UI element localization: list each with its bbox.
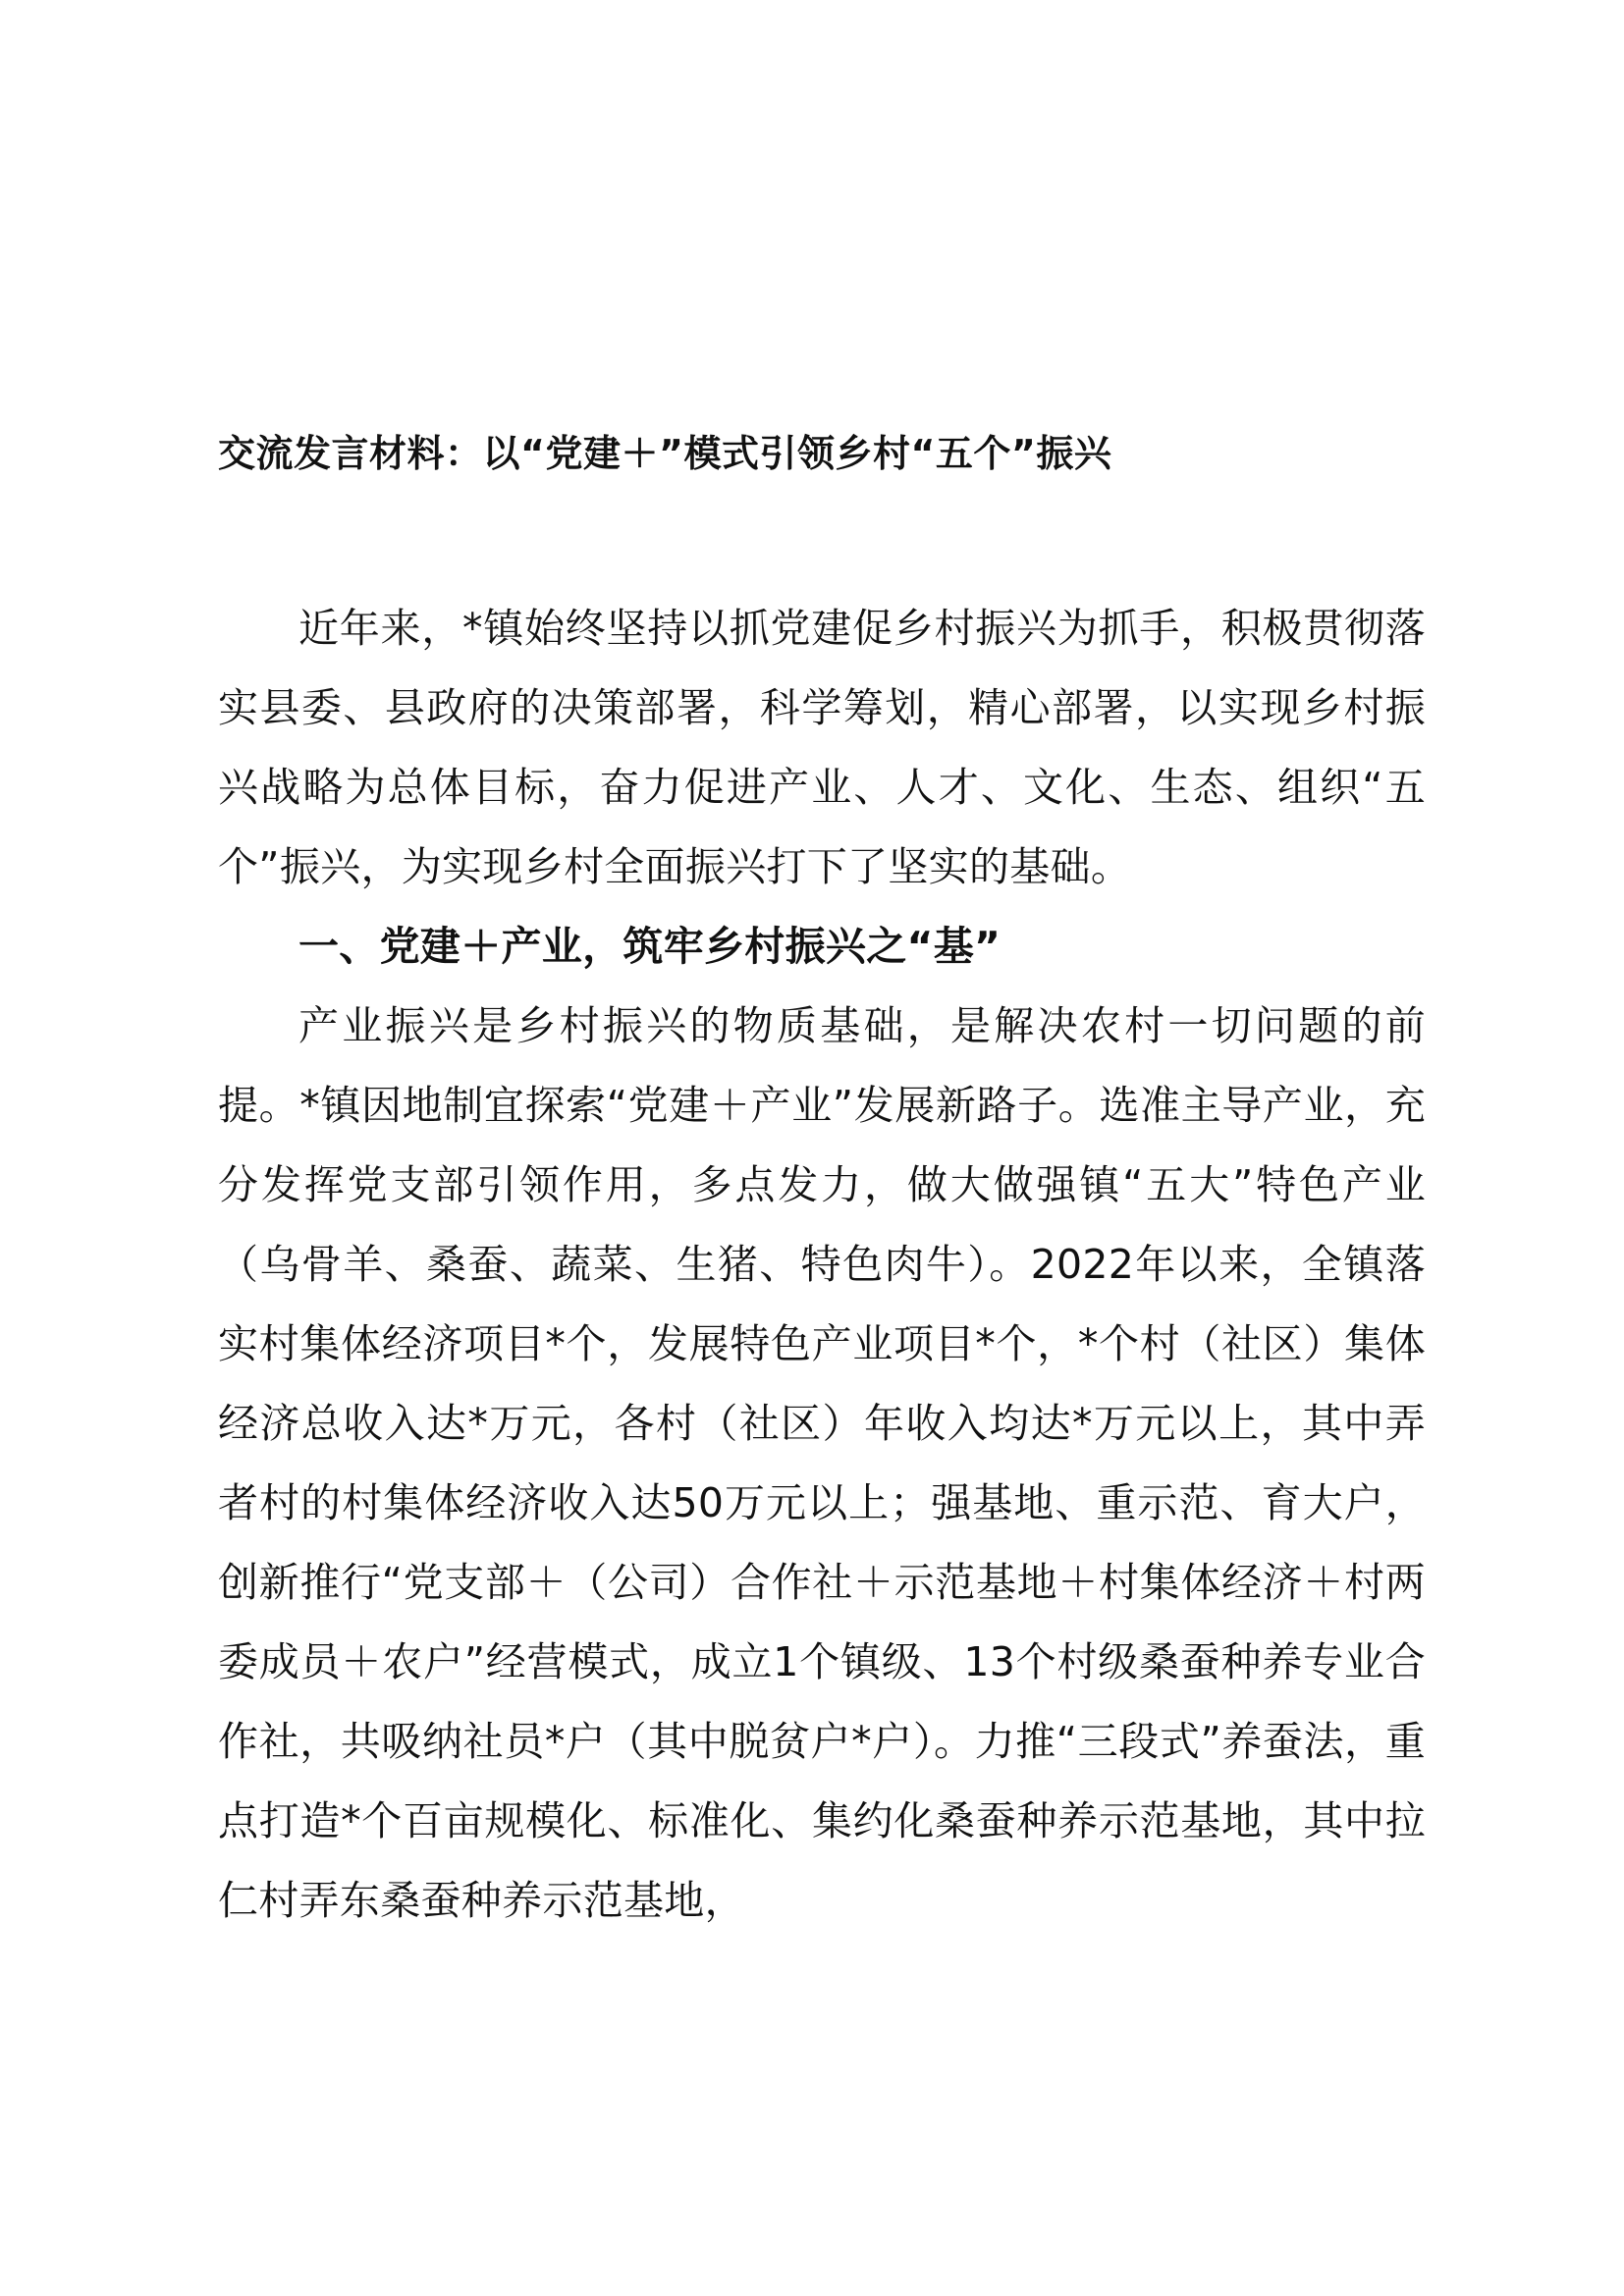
intro-paragraph: 近年来，*镇始终坚持以抓党建促乡村振兴为抓手，积极贯彻落实县委、县政府的决策部署，科学筹划，精心部署，以实现乡村振兴战略为总体目标，奋力促进产业、人才、文化、生态、组织“五个”振兴，为实现乡村全面振兴打下了坚实的基础。 <box>218 605 1426 890</box>
section-1-paragraph: 产业振兴是乡村振兴的物质基础，是解决农村一切问题的前提。*镇因地制宜探索“党建＋产业”发展新路子。选准主导产业，充分发挥党支部引领作用，多点发力，做大做强镇“五大”特色产业（乌骨羊、桑蚕、蔬菜、生猪、特色肉牛）。2022年以来，全镇落实村集体经济项目*个，发展特色产业项目*个，*个村（社区）集体经济总收入达*万元，各村（社区）年收入均达*万元以上，其中弄者村的村集体经济收入达50万元以上；强基地、重示范、育大户，创新推行“党支部＋（公司）合作社＋示范基地＋村集体经济＋村两委成员＋农户”经营模式，成立1个镇级、13个村级桑蚕种养专业合作社，共吸纳社员*户（其中脱贫户*户）。力推“三段式”养蚕法，重点打造*个百亩规模化、标准化、集约化桑蚕种养示范基地，其中拉仁村弄东桑蚕种养示范基地， <box>218 1002 1426 1924</box>
document-title: 交流发言材料：以“党建＋”模式引领乡村“五个”振兴 <box>218 432 1112 475</box>
section-heading-1: 一、党建＋产业，筑牢乡村振兴之“基” <box>298 923 1001 970</box>
document-body <box>218 589 1426 1941</box>
